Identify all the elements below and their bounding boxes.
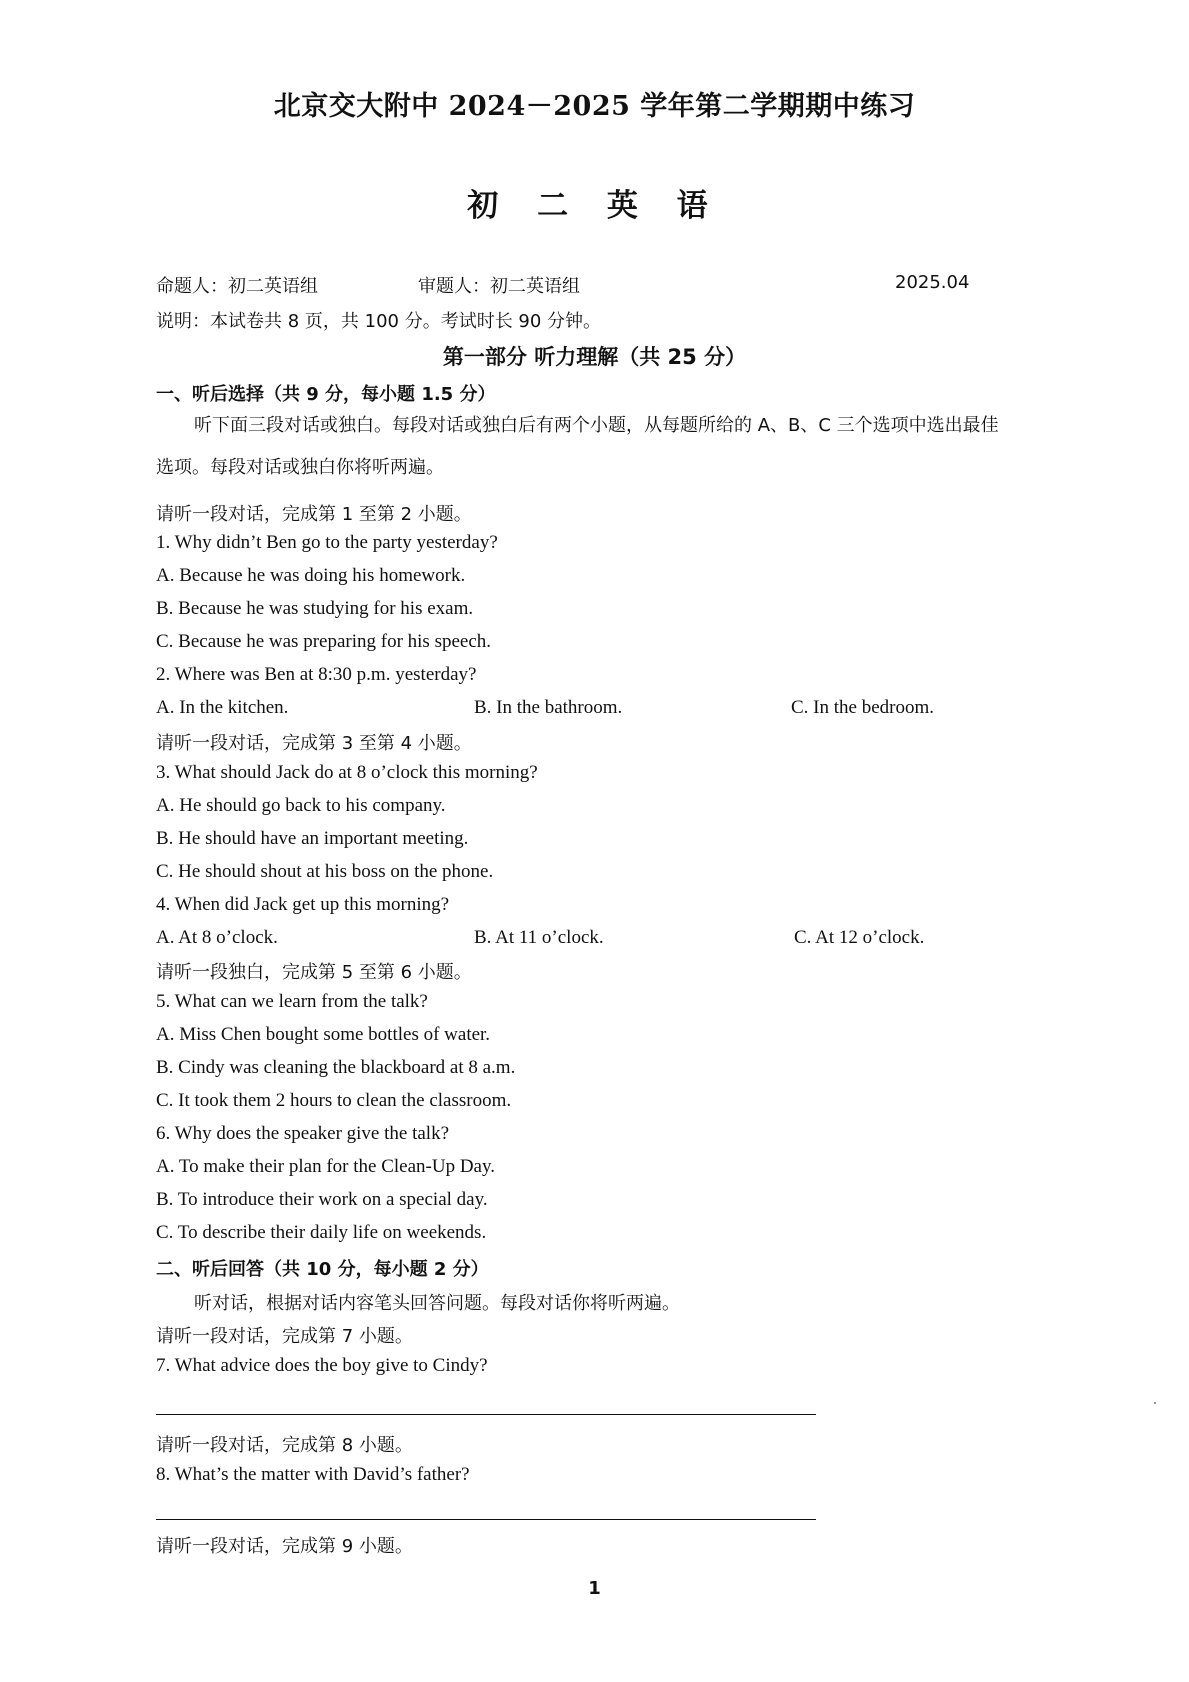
exam-title: 北京交大附中 2024－2025 学年第二学期期中练习 bbox=[273, 91, 916, 122]
option-b: B. In the bathroom. bbox=[474, 697, 623, 718]
section1-instruction bbox=[156, 405, 1106, 489]
part1-title: 第一部分 听力理解（共 25 分） bbox=[442, 345, 747, 369]
option-b: B. To introduce their work on a special day. bbox=[156, 1189, 488, 1210]
group-prompt: 请听一段对话，完成第 1 至第 2 小题。 bbox=[156, 504, 472, 525]
question-stem: 6. Why does the speaker give the talk? bbox=[156, 1123, 449, 1144]
instruction-line-1: 听下面三段对话或独白。每段对话或独白后有两个小题，从每题所给的 A、B、C 三个选项中选出最佳 bbox=[194, 415, 999, 436]
option-c: C. Because he was preparing for his speech. bbox=[156, 631, 492, 652]
item-prompt: 请听一段对话，完成第 9 小题。 bbox=[156, 1536, 413, 1557]
option-c: C. To describe their daily life on weekends. bbox=[156, 1222, 487, 1243]
scan-speck bbox=[1154, 1402, 1156, 1404]
answer-line[interactable] bbox=[156, 1519, 816, 1520]
option-c: C. It took them 2 hours to clean the classroom. bbox=[156, 1090, 512, 1111]
option-a: A. In the kitchen. bbox=[156, 697, 289, 718]
item-prompt: 请听一段对话，完成第 7 小题。 bbox=[156, 1326, 413, 1347]
question-stem: 1. Why didn’t Ben go to the party yesterday? bbox=[156, 532, 498, 553]
option-c: C. In the bedroom. bbox=[791, 697, 935, 718]
group-prompt: 请听一段独白，完成第 5 至第 6 小题。 bbox=[156, 962, 472, 983]
question-stem: 2. Where was Ben at 8:30 p.m. yesterday? bbox=[156, 664, 477, 685]
question-stem: 8. What’s the matter with David’s father? bbox=[156, 1464, 470, 1485]
question-stem: 4. When did Jack get up this morning? bbox=[156, 894, 450, 915]
option-a: A. To make their plan for the Clean-Up Day. bbox=[156, 1156, 495, 1177]
section1-heading: 一、听后选择（共 9 分，每小题 1.5 分） bbox=[156, 384, 496, 405]
reviewer-label: 审题人：初二英语组 bbox=[418, 276, 580, 297]
group-prompt: 请听一段对话，完成第 3 至第 4 小题。 bbox=[156, 733, 472, 754]
page-number: 1 bbox=[588, 1578, 601, 1599]
exam-note: 说明：本试卷共 8 页，共 100 分。考试时长 90 分钟。 bbox=[156, 311, 602, 332]
option-a: A. Miss Chen bought some bottles of water. bbox=[156, 1024, 491, 1045]
option-b: B. At 11 o’clock. bbox=[474, 927, 604, 948]
option-a: A. Because he was doing his homework. bbox=[156, 565, 466, 586]
section2-heading: 二、听后回答（共 10 分，每小题 2 分） bbox=[156, 1259, 489, 1280]
item-prompt: 请听一段对话，完成第 8 小题。 bbox=[156, 1435, 413, 1456]
answer-line[interactable] bbox=[156, 1414, 816, 1415]
option-b: B. Because he was studying for his exam. bbox=[156, 598, 474, 619]
instruction-line-2: 选项。每段对话或独白你将听两遍。 bbox=[156, 457, 444, 478]
section2-instruction: 听对话，根据对话内容笔头回答问题。每段对话你将听两遍。 bbox=[194, 1293, 680, 1314]
setter-label: 命题人：初二英语组 bbox=[156, 276, 318, 297]
question-stem: 3. What should Jack do at 8 o’clock this morning? bbox=[156, 762, 538, 783]
option-b: B. Cindy was cleaning the blackboard at 8 a.m. bbox=[156, 1057, 516, 1078]
option-a: A. He should go back to his company. bbox=[156, 795, 446, 816]
option-a: A. At 8 o’clock. bbox=[156, 927, 278, 948]
option-b: B. He should have an important meeting. bbox=[156, 828, 469, 849]
question-stem: 7. What advice does the boy give to Cindy? bbox=[156, 1355, 488, 1376]
exam-date: 2025.04 bbox=[895, 272, 970, 293]
option-c: C. He should shout at his boss on the phone. bbox=[156, 861, 494, 882]
subject-title: 初 二 英 语 bbox=[467, 188, 722, 224]
question-stem: 5. What can we learn from the talk? bbox=[156, 991, 428, 1012]
option-c: C. At 12 o’clock. bbox=[794, 927, 925, 948]
